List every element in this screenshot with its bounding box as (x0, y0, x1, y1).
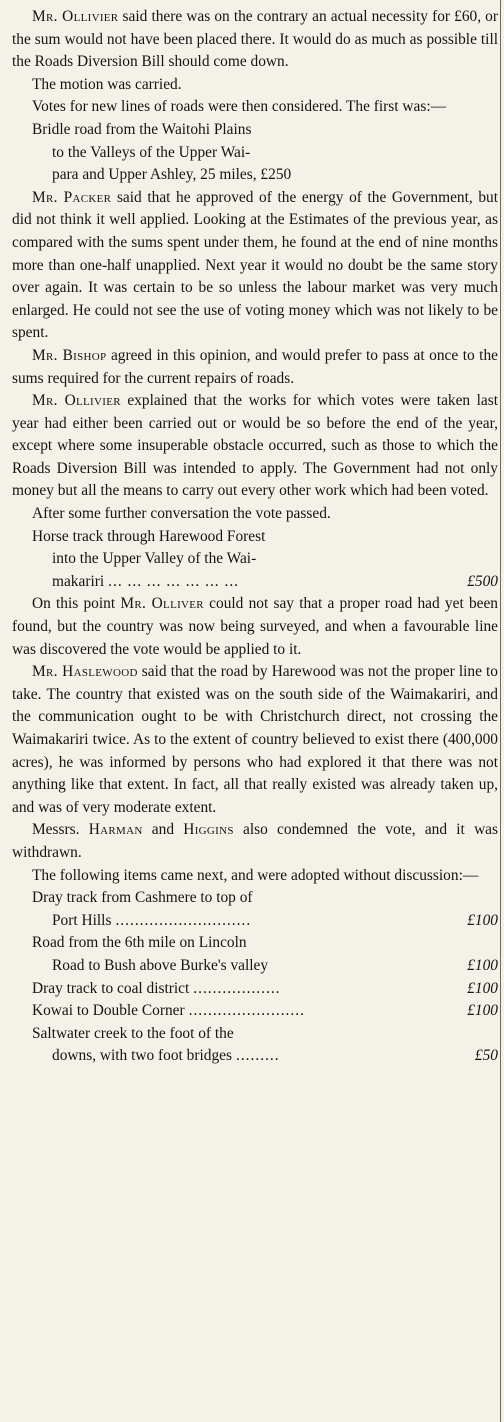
paragraph-motion-carried: The motion was carried. (32, 75, 182, 93)
paragraph-text: said that he approved of the energy of the Government, but did not think it well applied. Looking at the Estimates of the previous year, as compared with the sums spent under them, he found at the end of nine months more than one-half unapplied. Next year it would no doubt be the same story over again. It was certain to be so unless the labour market was very much enlarged. He could not see the use of voting money which was not likely to be spent. (12, 188, 498, 342)
vote-item-bridle-road (12, 119, 498, 187)
paragraph-text: and (142, 821, 184, 839)
vote-item-lincoln-road (12, 932, 498, 977)
paragraph-ollivier-explained (12, 390, 498, 503)
paragraph-text: agreed in this opinion, and would prefer to pass at once to the sums required for the current repairs of roads. (12, 346, 498, 387)
item-amount: £500 (467, 572, 498, 590)
item-description: downs, with two foot bridges (52, 1047, 232, 1065)
item-amount: £100 (467, 979, 498, 997)
item-amount: £100 (467, 911, 498, 929)
paragraph-harman-higgins (12, 819, 498, 864)
item-leader-line (32, 978, 498, 1001)
item-description: Kowai to Double Corner (32, 1002, 185, 1020)
item-leader-line (32, 955, 498, 978)
item-line: Bridle road from the Waitohi Plains (32, 120, 252, 138)
item-leader-line (32, 1045, 498, 1068)
paragraph-text: Messrs. (32, 821, 89, 839)
paragraph-text: said that the road by Harewood was not the proper line to take. The country that existed was on the south side of the Waimakariri, and the communication ought to be with Christchurch direct, not crossing the Waimakariri twice. As to the extent of country believed to exist there (400,000 acres), he was informed by persons who had explored it that there was not anything like that extent. In fact, all that really existed was already taken up, and was of very moderate extent. (12, 663, 498, 816)
paragraph-packer (12, 187, 498, 345)
vote-item-kowai (12, 1000, 498, 1023)
speaker-name: Mr. Packer (32, 188, 112, 206)
speaker-name: Higgins (183, 821, 234, 839)
dot-leader: ............................ (115, 911, 252, 929)
vote-item-coal-district (12, 978, 498, 1001)
vote-item-saltwater-creek (12, 1023, 498, 1068)
speaker-name: Mr. Ollivier (32, 392, 121, 410)
item-leader-line (32, 910, 498, 933)
paragraph-text: explained that the works for which votes were taken last year had either been carried out or would be so before the end of the year, except where some insuperable obstacle occurred, such as those to which the Roads Diversion Bill was intended to apply. The Government had not only money but all the means to carry out every other work which had been voted. (12, 392, 499, 500)
speaker-name: Mr. Bishop (32, 346, 107, 364)
dot-leader: ......... (235, 1047, 280, 1065)
item-description: Port Hills (52, 911, 112, 929)
item-line: Horse track through Harewood Forest (32, 527, 266, 545)
item-line: Saltwater creek to the foot of the (32, 1024, 234, 1042)
paragraph-text: On this point (32, 595, 121, 613)
item-line: Road from the 6th mile on Lincoln (32, 934, 247, 952)
item-description: Road to Bush above Burke's valley (52, 956, 269, 974)
speaker-name: Harman (88, 821, 143, 839)
item-line: para and Upper Ashley, 25 miles, £250 (52, 166, 292, 184)
vote-item-horse-track (12, 526, 498, 594)
item-line: Dray track from Cashmere to top of (32, 889, 253, 907)
item-description: makariri (52, 572, 105, 590)
dot-leader: ........................ (188, 1002, 305, 1020)
paragraph-votes-new-lines: Votes for new lines of roads were then considered. The first was:— (32, 98, 447, 116)
speaker-name: Mr. Olliver (120, 595, 204, 613)
item-description: Dray track to coal district (32, 979, 190, 997)
paragraph-bishop (12, 345, 498, 390)
item-amount: £50 (474, 1047, 498, 1065)
paragraph-olliver-surveyed (12, 593, 498, 661)
dot-leader: ... ... ... ... ... ... ... (108, 572, 240, 590)
paragraph-haslewood (12, 661, 498, 819)
item-leader-line (32, 571, 498, 594)
vote-item-cashmere-dray-track (12, 887, 498, 932)
paragraph-vote-passed: After some further conversation the vote passed. (32, 505, 331, 523)
item-amount: £100 (467, 956, 498, 974)
item-line: into the Upper Valley of the Wai- (52, 550, 257, 568)
paragraph-text: also condemned the vote, and it was withdrawn. (12, 821, 499, 861)
item-leader-line (32, 1000, 498, 1023)
paragraph-text: could not say that a proper road had yet been found, but the country was now being surveyed, and when a favourable line was discovered the vote would be applied to it. (12, 595, 499, 658)
speaker-name: Mr. Ollivier (32, 8, 119, 25)
item-line: to the Valleys of the Upper Wai- (52, 143, 251, 161)
column-rule (500, 0, 501, 1422)
paragraph-text: said there was on the contrary an actual necessity for £60, or the sum would not have been placed there. It would do as much as possible till the Roads Diversion Bill should come down. (12, 8, 498, 71)
paragraph-ollivier-necessity (12, 6, 498, 74)
dot-leader: .................. (193, 979, 281, 997)
paragraph-following-items: The following items came next, and were adopted without discussion:— (32, 866, 479, 884)
item-amount: £100 (467, 1002, 498, 1020)
speaker-name: Mr. Haslewood (32, 663, 138, 681)
